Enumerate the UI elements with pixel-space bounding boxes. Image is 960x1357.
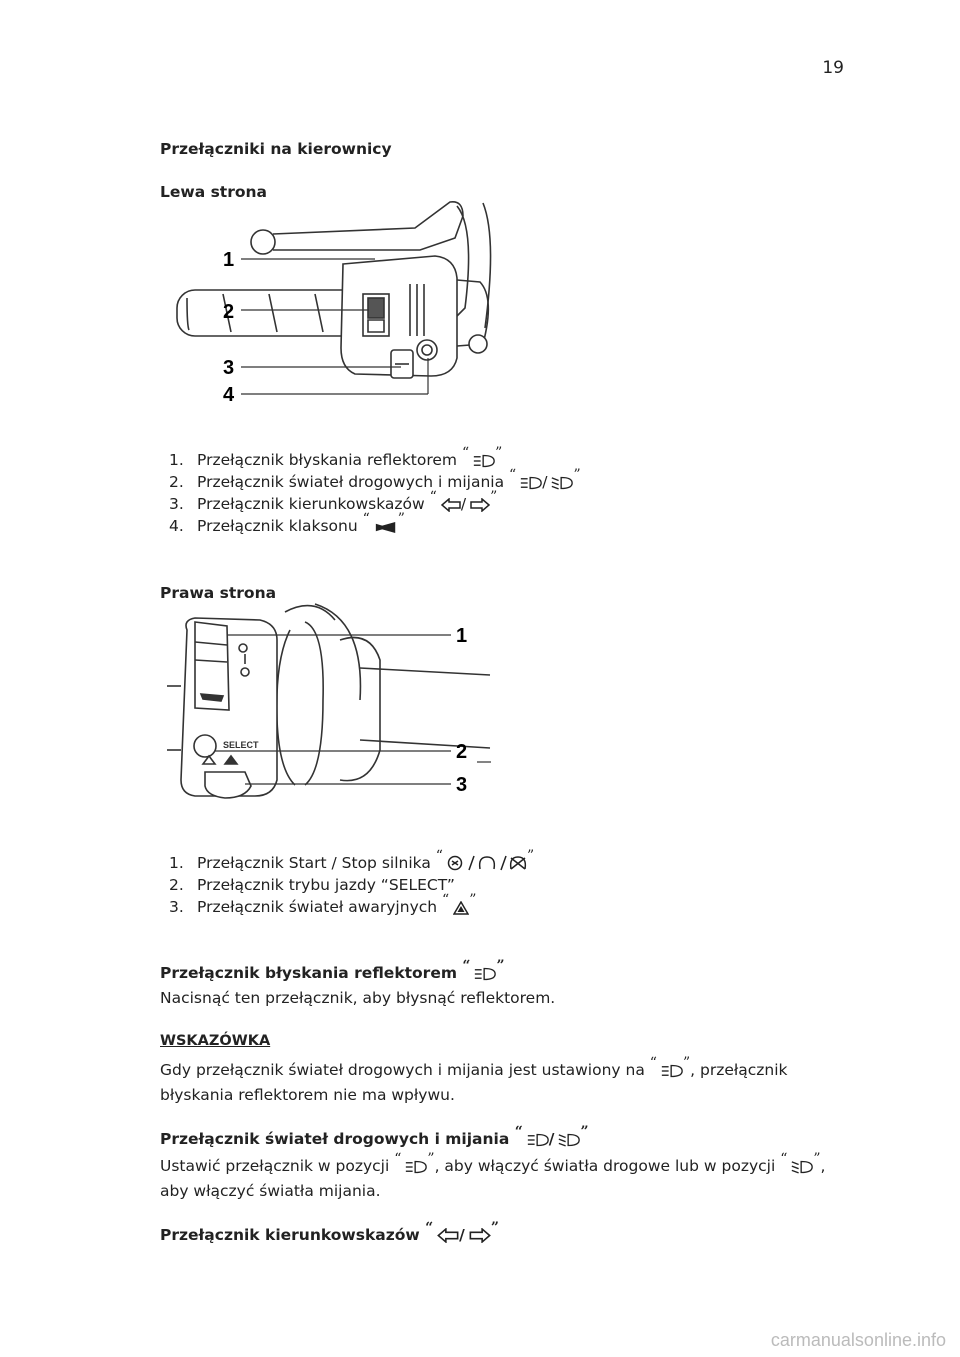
list-item: 3. Przełącznik świateł awaryjnych “ ”	[169, 892, 477, 916]
list-item: 4. Przełącznik klaksonu “ ”	[169, 511, 405, 535]
hazard-icon	[453, 901, 469, 915]
left-handlebar-illustration	[165, 198, 500, 408]
dimmer-text: Ustawić przełącznik w pozycji “ ”, aby włączyć światła drogowe lub w pozycji “ ”, aby włączyć światła mijania.	[160, 1151, 826, 1200]
list-item: 2. Przełącznik trybu jazdy “SELECT”	[169, 876, 455, 894]
right-side-title: Prawa strona	[160, 584, 277, 602]
low-beam-icon	[558, 1133, 580, 1147]
high-beam-icon	[661, 1064, 683, 1078]
right-side-list	[169, 848, 535, 918]
high-beam-icon	[474, 967, 496, 981]
list-item: 2. Przełącznik świateł drogowych i mijania “ / ”	[169, 467, 581, 491]
high-beam-icon	[405, 1160, 427, 1174]
dimmer-title: Przełącznik świateł drogowych i mijania “ / ”	[160, 1124, 589, 1148]
left-callout-1: 1	[223, 249, 235, 271]
section-title: Przełączniki na kierownicy	[160, 140, 392, 158]
left-callout-2: 2	[223, 301, 235, 323]
note-text: Gdy przełącznik świateł drogowych i mijania jest ustawiony na “ ”, przełącznik błyskania reflektorem nie ma wpływu.	[160, 1055, 788, 1104]
flash-text: Nacisnąć ten przełącznik, aby błysnąć reflektorem.	[160, 989, 556, 1007]
high-beam-icon	[473, 454, 495, 468]
list-item: 3. Przełącznik kierunkowskazów “ / ”	[169, 489, 498, 513]
engine-start-stop-icon	[447, 855, 527, 871]
note-title: WSKAZÓWKA	[160, 1033, 271, 1049]
right-callout-1: 1	[456, 625, 468, 647]
horn-icon	[374, 521, 398, 534]
turn-signal-icon	[437, 1228, 459, 1243]
list-item: 1. Przełącznik błyskania reflektorem “ ”	[169, 445, 503, 469]
turn-signal-icon	[469, 1228, 491, 1243]
right-callout-2: 2	[456, 741, 468, 763]
turn-signal-icon	[441, 498, 461, 512]
high-beam-icon	[527, 1133, 549, 1147]
left-side-list	[169, 445, 581, 537]
right-handlebar-illustration	[165, 600, 500, 800]
left-side-title: Lewa strona	[160, 183, 267, 201]
low-beam-icon	[551, 476, 573, 490]
watermark: carmanualsonline.info	[770, 1330, 946, 1350]
select-label: SELECT	[223, 740, 259, 750]
right-callout-3: 3	[456, 774, 468, 796]
left-callout-3: 3	[223, 357, 235, 379]
high-beam-icon	[520, 476, 542, 490]
turn-signal-icon	[470, 498, 490, 512]
page-number: 19	[822, 58, 844, 78]
left-callout-4: 4	[223, 384, 235, 406]
low-beam-icon	[791, 1160, 813, 1174]
list-item: 1. Przełącznik Start / Stop silnika “ ”	[169, 848, 535, 872]
flash-title: Przełącznik błyskania reflektorem “ ”	[160, 958, 505, 982]
turn-title: Przełącznik kierunkowskazów “ / ”	[160, 1220, 499, 1244]
